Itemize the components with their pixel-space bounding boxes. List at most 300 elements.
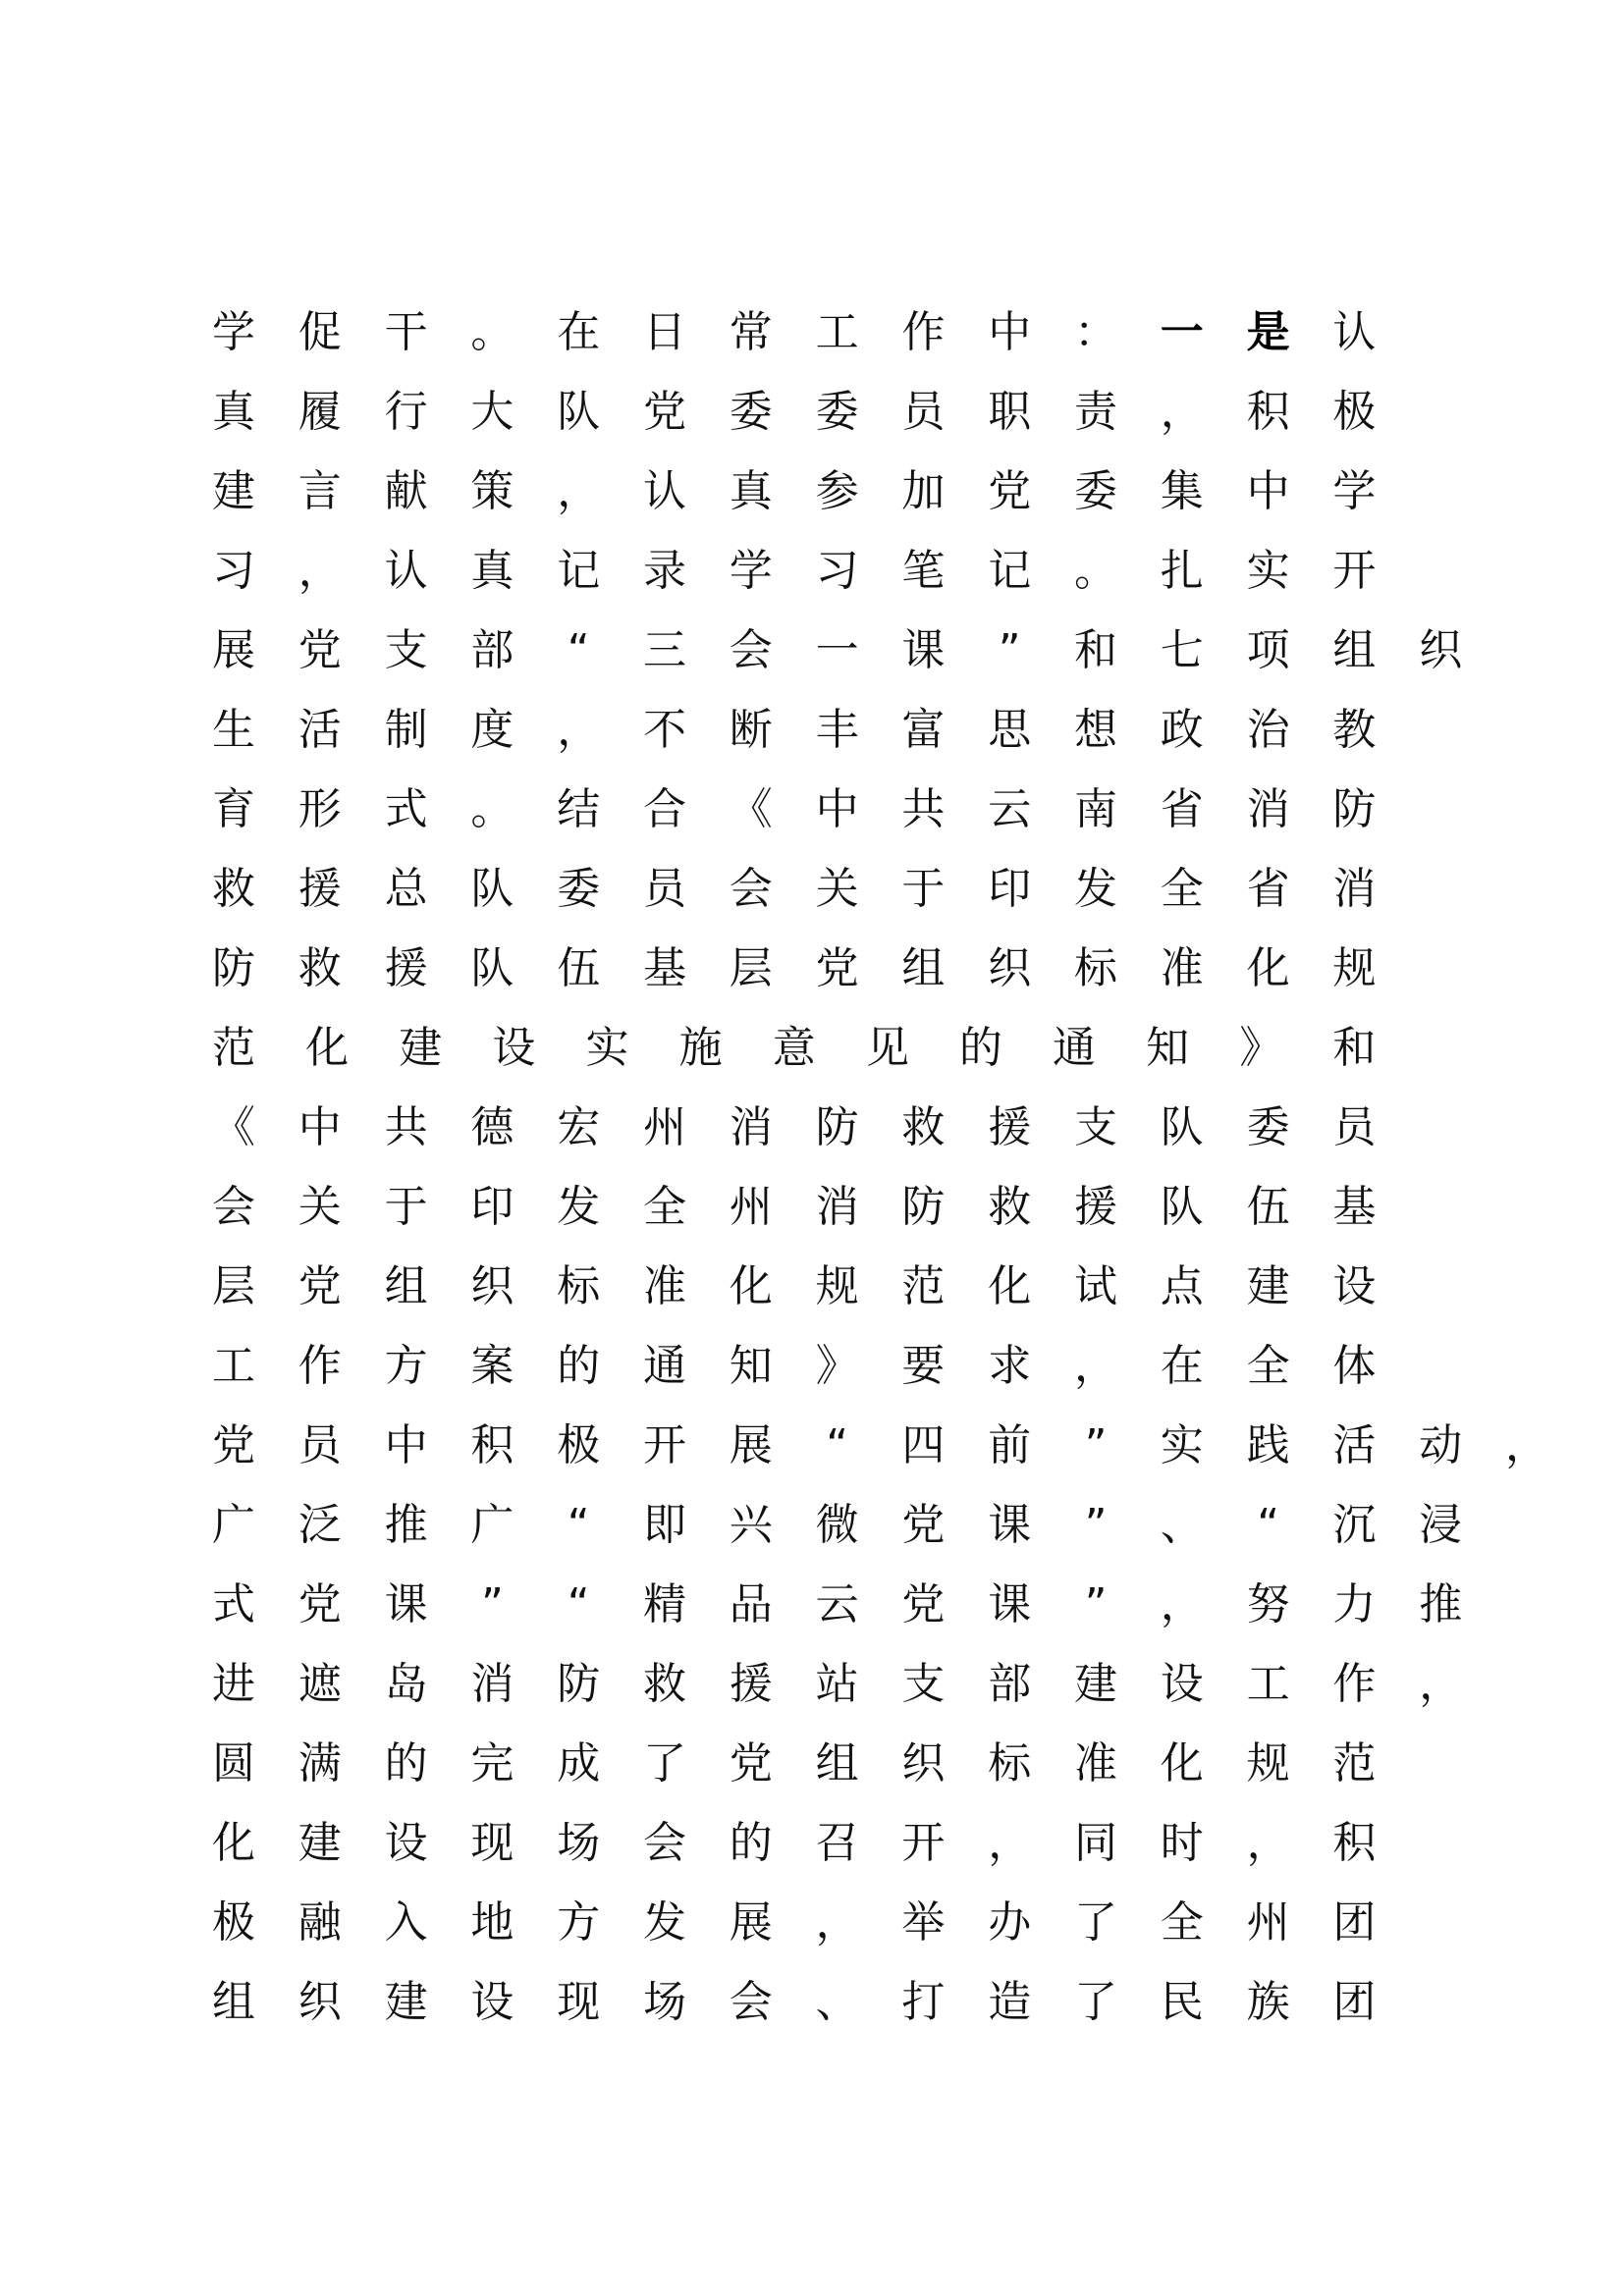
text-char: 层 bbox=[729, 943, 773, 993]
text-line bbox=[210, 1565, 1487, 1644]
text-char: 策 bbox=[470, 466, 514, 516]
text-char: 微 bbox=[815, 1500, 859, 1550]
text-char: 设 bbox=[384, 1818, 428, 1868]
text-char: 救 bbox=[643, 1659, 686, 1709]
text-char: 完 bbox=[470, 1738, 514, 1789]
text-char: 开 bbox=[643, 1420, 686, 1470]
text-char: 践 bbox=[1246, 1420, 1290, 1470]
text-char: 办 bbox=[988, 1897, 1032, 1948]
text-char: 队 bbox=[1160, 1182, 1204, 1232]
text-char: 救 bbox=[988, 1182, 1032, 1232]
text-char: 开 bbox=[1332, 546, 1377, 596]
text-char: 了 bbox=[1074, 1897, 1117, 1948]
text-char: 化 bbox=[305, 1023, 350, 1073]
text-char: 印 bbox=[470, 1182, 514, 1232]
text-char: 全 bbox=[643, 1182, 686, 1232]
text-char: 展 bbox=[212, 625, 255, 675]
text-char: 结 bbox=[557, 784, 601, 834]
text-char: 集 bbox=[1160, 466, 1204, 516]
text-char: 支 bbox=[384, 625, 428, 675]
text-char: 作 bbox=[298, 1341, 342, 1391]
text-char: 组 bbox=[1332, 625, 1377, 675]
text-char: 言 bbox=[298, 466, 342, 516]
text-char: 场 bbox=[643, 1977, 686, 2027]
text-char: 录 bbox=[643, 546, 686, 596]
text-char: 《 bbox=[212, 1102, 255, 1152]
text-char: 党 bbox=[298, 1261, 342, 1311]
text-char: 党 bbox=[815, 943, 859, 993]
text-char: 时 bbox=[1160, 1818, 1204, 1868]
text-char: 州 bbox=[643, 1102, 686, 1152]
text-char: 关 bbox=[298, 1182, 342, 1232]
text-char: 体 bbox=[1332, 1341, 1377, 1391]
text-line bbox=[210, 849, 1487, 929]
text-char: 队 bbox=[470, 864, 514, 914]
text-char: ， bbox=[815, 1897, 859, 1948]
text-char: 范 bbox=[212, 1023, 255, 1073]
text-char: 会 bbox=[729, 864, 773, 914]
text-char: 意 bbox=[772, 1023, 816, 1073]
text-char: 消 bbox=[815, 1182, 859, 1232]
text-char: 真 bbox=[729, 466, 773, 516]
text-char: 工 bbox=[1246, 1659, 1290, 1709]
text-char: 共 bbox=[901, 784, 946, 834]
text-char: 共 bbox=[384, 1102, 428, 1152]
text-char: 援 bbox=[384, 943, 428, 993]
text-char: 召 bbox=[815, 1818, 859, 1868]
text-char: 。 bbox=[470, 307, 514, 357]
text-char: 团 bbox=[1332, 1897, 1377, 1948]
text-char: 建 bbox=[1074, 1659, 1117, 1709]
text-char: 伍 bbox=[557, 943, 601, 993]
text-char: 救 bbox=[212, 864, 255, 914]
text-char: 中 bbox=[298, 1102, 342, 1152]
text-char: 活 bbox=[1332, 1420, 1377, 1470]
text-char: 制 bbox=[384, 705, 428, 755]
text-char: 援 bbox=[988, 1102, 1032, 1152]
text-char: 会 bbox=[729, 1977, 773, 2027]
text-char: ， bbox=[1505, 1420, 1548, 1470]
text-char: 织 bbox=[988, 943, 1032, 993]
text-char: 扎 bbox=[1160, 546, 1204, 596]
text-char: 宏 bbox=[557, 1102, 601, 1152]
text-char: 知 bbox=[729, 1341, 773, 1391]
text-char: 关 bbox=[815, 864, 859, 914]
text-char: 》 bbox=[815, 1341, 859, 1391]
text-char: 极 bbox=[212, 1897, 255, 1948]
text-char: 场 bbox=[557, 1818, 601, 1868]
text-char: 实 bbox=[585, 1023, 629, 1073]
text-char: 范 bbox=[1332, 1738, 1377, 1789]
text-char: 员 bbox=[643, 864, 686, 914]
text-char: 站 bbox=[815, 1659, 859, 1709]
text-char: 组 bbox=[815, 1738, 859, 1789]
text-char: 员 bbox=[298, 1420, 342, 1470]
text-char: 想 bbox=[1074, 705, 1117, 755]
text-char: 工 bbox=[212, 1341, 255, 1391]
text-char: 见 bbox=[865, 1023, 909, 1073]
text-char: ” bbox=[1084, 1579, 1108, 1629]
text-char: ， bbox=[1419, 1659, 1463, 1709]
text-char: 推 bbox=[1419, 1579, 1463, 1629]
text-char: 组 bbox=[901, 943, 946, 993]
text-char: 活 bbox=[298, 705, 342, 755]
text-char: 于 bbox=[901, 864, 946, 914]
text-char: 地 bbox=[470, 1897, 514, 1948]
text-char: 学 bbox=[1332, 466, 1377, 516]
text-char: 建 bbox=[298, 1818, 342, 1868]
text-char: 南 bbox=[1074, 784, 1117, 834]
text-char: 岛 bbox=[384, 1659, 428, 1709]
text-char: 族 bbox=[1246, 1977, 1290, 2027]
text-char: 展 bbox=[729, 1897, 773, 1948]
text-char: 救 bbox=[901, 1102, 946, 1152]
text-char: 入 bbox=[384, 1897, 428, 1948]
text-char: 七 bbox=[1160, 625, 1204, 675]
text-char: 织 bbox=[470, 1261, 514, 1311]
text-char: ， bbox=[1074, 1341, 1117, 1391]
text-char: 品 bbox=[729, 1579, 773, 1629]
text-char: 援 bbox=[298, 864, 342, 914]
text-char: 委 bbox=[1246, 1102, 1290, 1152]
text-line bbox=[210, 1485, 1487, 1565]
text-char: 知 bbox=[1146, 1023, 1190, 1073]
text-char: 干 bbox=[384, 307, 428, 357]
text-char: 遮 bbox=[298, 1659, 342, 1709]
text-char: 织 bbox=[901, 1738, 946, 1789]
text-char: 援 bbox=[1074, 1182, 1117, 1232]
text-char: 规 bbox=[815, 1261, 859, 1311]
text-char: 式 bbox=[212, 1579, 255, 1629]
text-char: 积 bbox=[1332, 1818, 1377, 1868]
text-char: 党 bbox=[643, 387, 686, 437]
text-char: 化 bbox=[1160, 1738, 1204, 1789]
text-char: 标 bbox=[1074, 943, 1117, 993]
text-char: 断 bbox=[729, 705, 773, 755]
text-char: 课 bbox=[988, 1579, 1032, 1629]
text-char: 打 bbox=[901, 1977, 946, 2027]
text-char: 职 bbox=[988, 387, 1032, 437]
text-line bbox=[210, 1167, 1487, 1247]
text-char: 积 bbox=[1246, 387, 1290, 437]
text-char: 四 bbox=[901, 1420, 946, 1470]
text-char: 全 bbox=[1160, 1897, 1204, 1948]
text-char: 广 bbox=[470, 1500, 514, 1550]
text-char: 支 bbox=[901, 1659, 946, 1709]
text-char: ” bbox=[1084, 1500, 1108, 1550]
text-char: 州 bbox=[729, 1182, 773, 1232]
text-char: 和 bbox=[1074, 625, 1117, 675]
text-char: 党 bbox=[901, 1579, 946, 1629]
text-char: 省 bbox=[1246, 864, 1290, 914]
text-char: 救 bbox=[298, 943, 342, 993]
text-char: 泛 bbox=[298, 1500, 342, 1550]
text-char: 设 bbox=[1332, 1261, 1377, 1311]
text-char: 学 bbox=[212, 307, 255, 357]
text-char: 是 bbox=[1246, 307, 1290, 357]
text-char: 通 bbox=[1053, 1023, 1097, 1073]
text-char: 政 bbox=[1160, 705, 1204, 755]
text-char: 建 bbox=[212, 466, 255, 516]
text-char: 学 bbox=[729, 546, 773, 596]
text-char: 消 bbox=[1332, 864, 1377, 914]
text-char: 举 bbox=[901, 1897, 946, 1948]
text-char: 方 bbox=[384, 1341, 428, 1391]
text-char: 现 bbox=[557, 1977, 601, 2027]
text-char: 省 bbox=[1160, 784, 1204, 834]
text-char: 即 bbox=[643, 1500, 686, 1550]
text-char: 试 bbox=[1074, 1261, 1117, 1311]
text-char: 动 bbox=[1419, 1420, 1463, 1470]
text-char: ” bbox=[998, 625, 1021, 675]
text-char: 消 bbox=[729, 1102, 773, 1152]
text-char: 浸 bbox=[1419, 1500, 1463, 1550]
text-char: 化 bbox=[1246, 943, 1290, 993]
text-char: 规 bbox=[1332, 943, 1377, 993]
text-char: 行 bbox=[384, 387, 428, 437]
text-char: 大 bbox=[470, 387, 514, 437]
text-char: 防 bbox=[1332, 784, 1377, 834]
text-char: 的 bbox=[384, 1738, 428, 1789]
text-char: 笔 bbox=[901, 546, 946, 596]
text-char: 云 bbox=[988, 784, 1032, 834]
text-char: 认 bbox=[1332, 307, 1377, 357]
text-char: “ bbox=[826, 1420, 848, 1470]
text-char: 标 bbox=[557, 1261, 601, 1311]
text-line bbox=[210, 929, 1487, 1008]
text-char: 力 bbox=[1332, 1579, 1377, 1629]
text-char: 满 bbox=[298, 1738, 342, 1789]
text-char: ” bbox=[480, 1579, 504, 1629]
text-char: 于 bbox=[384, 1182, 428, 1232]
text-char: 党 bbox=[988, 466, 1032, 516]
text-char: 案 bbox=[470, 1341, 514, 1391]
text-char: 党 bbox=[212, 1420, 255, 1470]
text-char: 履 bbox=[298, 387, 342, 437]
text-char: 课 bbox=[384, 1579, 428, 1629]
text-char: 党 bbox=[901, 1500, 946, 1550]
text-line bbox=[210, 293, 1487, 372]
text-char: 委 bbox=[1074, 466, 1117, 516]
text-char: 标 bbox=[988, 1738, 1032, 1789]
text-char: ， bbox=[1160, 1579, 1204, 1629]
text-char: 化 bbox=[729, 1261, 773, 1311]
text-char: 沉 bbox=[1332, 1500, 1377, 1550]
text-char: “ bbox=[567, 1579, 590, 1629]
text-char: 圆 bbox=[212, 1738, 255, 1789]
text-line bbox=[210, 1326, 1487, 1406]
text-char: ， bbox=[1160, 387, 1204, 437]
text-char: 一 bbox=[815, 625, 859, 675]
text-char: 工 bbox=[815, 307, 859, 357]
text-char: 前 bbox=[988, 1420, 1032, 1470]
text-char: 民 bbox=[1160, 1977, 1204, 2027]
text-char: 推 bbox=[384, 1500, 428, 1550]
text-char: 合 bbox=[643, 784, 686, 834]
text-line bbox=[210, 770, 1487, 849]
text-char: 委 bbox=[729, 387, 773, 437]
text-char: 设 bbox=[1160, 1659, 1204, 1709]
text-char: 精 bbox=[643, 1579, 686, 1629]
text-char: 认 bbox=[643, 466, 686, 516]
text-char: ， bbox=[298, 546, 342, 596]
text-char: 促 bbox=[298, 307, 342, 357]
text-char: 织 bbox=[298, 1977, 342, 2027]
text-char: 中 bbox=[815, 784, 859, 834]
text-char: 印 bbox=[988, 864, 1032, 914]
text-char: 队 bbox=[1160, 1102, 1204, 1152]
text-char: 。 bbox=[470, 784, 514, 834]
text-line bbox=[210, 531, 1487, 611]
text-char: 发 bbox=[557, 1182, 601, 1232]
text-char: 了 bbox=[1074, 1977, 1117, 2027]
text-char: 点 bbox=[1160, 1261, 1204, 1311]
text-char: 织 bbox=[1419, 625, 1463, 675]
text-line bbox=[210, 1724, 1487, 1803]
body-text bbox=[210, 293, 1548, 2042]
text-char: 会 bbox=[643, 1818, 686, 1868]
text-char: 认 bbox=[384, 546, 428, 596]
text-char: 日 bbox=[643, 307, 686, 357]
text-char: 了 bbox=[643, 1738, 686, 1789]
text-char: 建 bbox=[1246, 1261, 1290, 1311]
text-char: 层 bbox=[212, 1261, 255, 1311]
text-line bbox=[210, 1008, 1487, 1088]
text-char: ， bbox=[557, 466, 601, 516]
text-char: 不 bbox=[643, 705, 686, 755]
text-char: 援 bbox=[729, 1659, 773, 1709]
text-char: 建 bbox=[384, 1977, 428, 2027]
text-char: 项 bbox=[1246, 625, 1290, 675]
text-char: 基 bbox=[643, 943, 686, 993]
text-char: 伍 bbox=[1246, 1182, 1290, 1232]
text-char: “ bbox=[567, 1500, 590, 1550]
text-char: 支 bbox=[1074, 1102, 1117, 1152]
text-char: 的 bbox=[958, 1023, 1002, 1073]
text-char: 会 bbox=[729, 625, 773, 675]
text-line bbox=[210, 1247, 1487, 1326]
text-char: 形 bbox=[298, 784, 342, 834]
text-char: 防 bbox=[901, 1182, 946, 1232]
text-line bbox=[210, 1803, 1487, 1883]
text-char: 兴 bbox=[729, 1500, 773, 1550]
text-char: 设 bbox=[470, 1977, 514, 2027]
text-char: 。 bbox=[1074, 546, 1117, 596]
text-char: 丰 bbox=[815, 705, 859, 755]
text-char: 方 bbox=[557, 1897, 601, 1948]
text-char: 作 bbox=[1332, 1659, 1377, 1709]
text-char: 德 bbox=[470, 1102, 514, 1152]
text-char: ” bbox=[1084, 1420, 1108, 1470]
text-line bbox=[210, 1883, 1487, 1962]
text-char: 造 bbox=[988, 1977, 1032, 2027]
text-char: 的 bbox=[729, 1818, 773, 1868]
text-char: 范 bbox=[901, 1261, 946, 1311]
text-char: 员 bbox=[1332, 1102, 1377, 1152]
text-char: 广 bbox=[212, 1500, 255, 1550]
text-line bbox=[210, 372, 1487, 452]
text-char: 队 bbox=[557, 387, 601, 437]
text-char: 生 bbox=[212, 705, 255, 755]
text-char: 习 bbox=[815, 546, 859, 596]
text-char: 化 bbox=[988, 1261, 1032, 1311]
text-char: 记 bbox=[557, 546, 601, 596]
text-char: 参 bbox=[815, 466, 859, 516]
text-char: 党 bbox=[729, 1738, 773, 1789]
text-char: 防 bbox=[557, 1659, 601, 1709]
text-char: 进 bbox=[212, 1659, 255, 1709]
text-char: 委 bbox=[815, 387, 859, 437]
text-char: 同 bbox=[1074, 1818, 1117, 1868]
text-char: 员 bbox=[901, 387, 946, 437]
text-char: 记 bbox=[988, 546, 1032, 596]
text-char: 责 bbox=[1074, 387, 1117, 437]
text-char: 度 bbox=[470, 705, 514, 755]
text-char: “ bbox=[567, 625, 590, 675]
text-char: 求 bbox=[988, 1341, 1032, 1391]
text-char: 中 bbox=[1246, 466, 1290, 516]
text-char: 、 bbox=[815, 1977, 859, 2027]
text-char: 》 bbox=[1239, 1023, 1283, 1073]
text-char: 现 bbox=[470, 1818, 514, 1868]
text-char: 施 bbox=[678, 1023, 723, 1073]
text-char: “ bbox=[1257, 1500, 1279, 1550]
text-char: ： bbox=[1074, 307, 1117, 357]
text-char: 规 bbox=[1246, 1738, 1290, 1789]
text-char: 融 bbox=[298, 1897, 342, 1948]
text-char: 教 bbox=[1332, 705, 1377, 755]
text-char: 防 bbox=[212, 943, 255, 993]
text-char: ， bbox=[988, 1818, 1032, 1868]
text-char: 治 bbox=[1246, 705, 1290, 755]
text-char: 消 bbox=[1246, 784, 1290, 834]
text-char: 准 bbox=[1160, 943, 1204, 993]
text-char: 云 bbox=[815, 1579, 859, 1629]
text-char: 州 bbox=[1246, 1897, 1290, 1948]
text-char: 准 bbox=[1074, 1738, 1117, 1789]
text-char: 加 bbox=[901, 466, 946, 516]
text-char: 全 bbox=[1160, 864, 1204, 914]
text-char: 积 bbox=[470, 1420, 514, 1470]
text-char: 育 bbox=[212, 784, 255, 834]
text-char: ， bbox=[557, 705, 601, 755]
text-char: 团 bbox=[1332, 1977, 1377, 2027]
text-char: 《 bbox=[729, 784, 773, 834]
text-line bbox=[210, 1088, 1487, 1167]
text-char: 一 bbox=[1160, 307, 1204, 357]
text-char: 作 bbox=[901, 307, 946, 357]
text-char: 和 bbox=[1332, 1023, 1377, 1073]
text-char: 极 bbox=[557, 1420, 601, 1470]
text-char: 要 bbox=[901, 1341, 946, 1391]
text-char: 全 bbox=[1246, 1341, 1290, 1391]
text-char: 总 bbox=[384, 864, 428, 914]
text-char: 极 bbox=[1332, 387, 1377, 437]
text-line bbox=[210, 611, 1487, 690]
text-char: 成 bbox=[557, 1738, 601, 1789]
text-line bbox=[210, 1644, 1487, 1724]
text-char: 党 bbox=[298, 625, 342, 675]
text-char: 设 bbox=[492, 1023, 536, 1073]
text-char: 会 bbox=[212, 1182, 255, 1232]
text-char: 中 bbox=[988, 307, 1032, 357]
text-char: 富 bbox=[901, 705, 946, 755]
text-char: 献 bbox=[384, 466, 428, 516]
text-char: 式 bbox=[384, 784, 428, 834]
text-char: ， bbox=[1246, 1818, 1290, 1868]
text-char: 实 bbox=[1160, 1420, 1204, 1470]
text-char: 党 bbox=[298, 1579, 342, 1629]
